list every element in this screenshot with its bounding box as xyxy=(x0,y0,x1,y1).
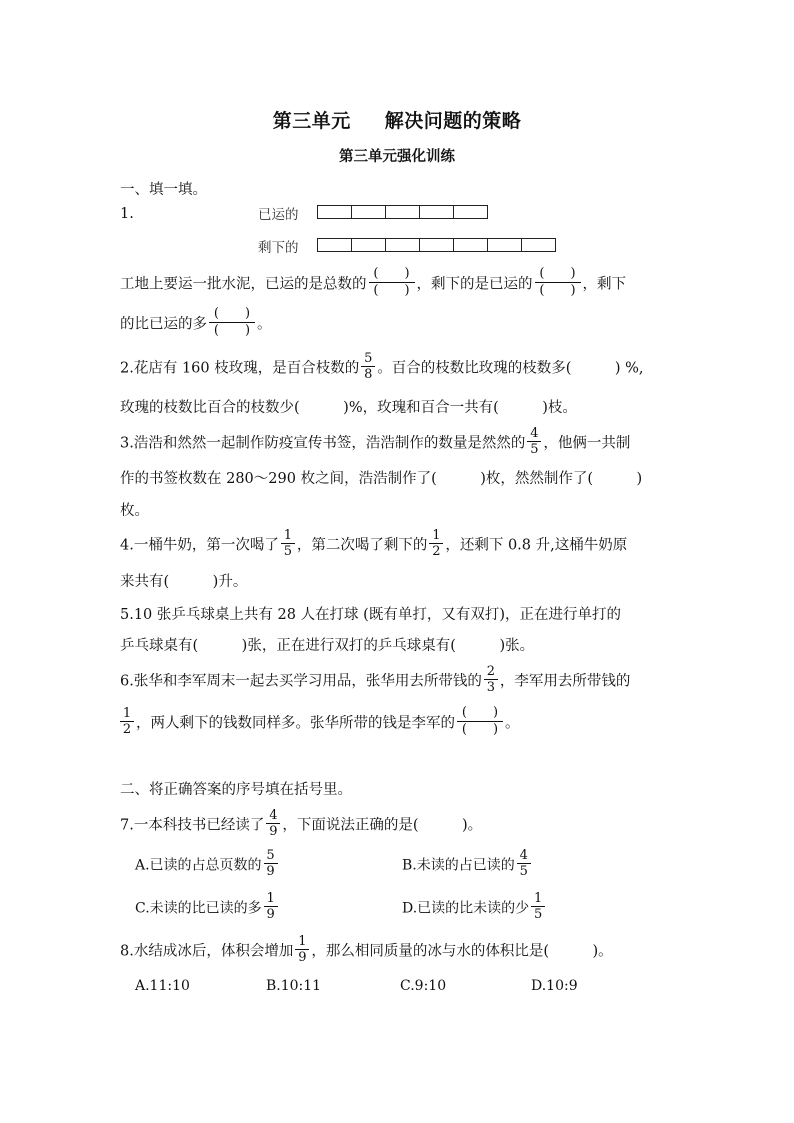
bar-shipped xyxy=(318,205,488,219)
q6-text: ，两人剩下的钱数同样多。张华所带的钱是李军的 xyxy=(136,715,455,732)
fraction: $\frac{1}{2}$ xyxy=(120,706,134,737)
title-topic: 解决问题的策略 xyxy=(384,110,522,132)
q7-option-b[interactable]: B.未读的占已读的 $\frac{4}{5}$ xyxy=(402,850,533,881)
q4-line-1 xyxy=(120,530,627,561)
bar-cell xyxy=(419,205,454,219)
answer-fraction-blank[interactable]: $\frac{( )}{( )}$ xyxy=(457,705,503,738)
bar-cell xyxy=(385,205,420,219)
q2-line-1 xyxy=(120,353,644,384)
title-unit: 第三单元 xyxy=(272,110,351,132)
q2-line-2: 玫瑰的枝数比百合的枝数少( )%，玫瑰和百合一共有( )枝。 xyxy=(120,400,577,416)
q1-text: 的比已运的多 xyxy=(120,316,207,333)
fraction: $\frac{1}{5}$ xyxy=(281,528,295,559)
q6-line-2 xyxy=(120,707,520,740)
q8-option-c[interactable]: C.9:10 xyxy=(400,978,447,994)
fraction: $\frac{4}{5}$ xyxy=(517,848,531,879)
q1-line-2 xyxy=(120,308,272,341)
q1-number: 1. xyxy=(120,206,134,222)
bar-cell xyxy=(453,238,488,252)
q8-option-a[interactable]: A.11:10 xyxy=(135,978,190,994)
q7-text: 7.一本科技书已经读了 xyxy=(120,817,265,834)
bar-cell xyxy=(453,205,488,219)
bar-cell xyxy=(419,238,454,252)
q7-option-d[interactable]: D.已读的比未读的少 $\frac{1}{5}$ xyxy=(402,893,547,924)
q7-line-1 xyxy=(120,810,482,841)
q3-text: ，他俩一共制 xyxy=(543,435,631,452)
q6-line-1 xyxy=(120,666,630,697)
q7-text: ，下面说法正确的是( )。 xyxy=(282,817,483,834)
fraction: $\frac{1}{5}$ xyxy=(531,891,545,922)
q2-text: 2.花店有 160 枝玫瑰，是百合枝数的 xyxy=(120,360,360,377)
bar-cell xyxy=(385,238,420,252)
q4-line-2: 来共有( )升。 xyxy=(120,574,248,590)
fraction: $\frac{1}{2}$ xyxy=(429,528,443,559)
q8-line-1 xyxy=(120,936,613,967)
q2-text: 。百合的枝数比玫瑰的枝数多( ) %, xyxy=(377,360,644,377)
fraction: $\frac{4}{9}$ xyxy=(266,808,280,839)
answer-fraction-blank[interactable]: $\frac{( )}{( )}$ xyxy=(209,306,255,339)
fraction: $\frac{2}{3}$ xyxy=(484,664,498,695)
fraction: $\frac{5}{8}$ xyxy=(361,351,375,382)
q6-text: 。 xyxy=(505,715,520,732)
q8-option-b[interactable]: B.10:11 xyxy=(266,978,322,994)
q3-line-2: 作的书签枚数在 280～290 枚之间，浩浩制作了( )枚，然然制作了( ) xyxy=(120,471,643,487)
page-title xyxy=(0,106,794,133)
bar-cell xyxy=(317,238,352,252)
q4-text: ，还剩下 0.8 升,这桶牛奶原 xyxy=(445,537,628,554)
fraction: $\frac{1}{9}$ xyxy=(295,934,309,965)
q8-option-d[interactable]: D.10:9 xyxy=(531,978,578,994)
q6-text: ，李军用去所带钱的 xyxy=(499,673,631,690)
fraction: $\frac{5}{9}$ xyxy=(264,848,278,879)
q5-line-1: 5.10 张乒乓球桌上共有 28 人在打球 (既有单打，又有双打)，正在进行单打的 xyxy=(120,607,621,623)
q4-text: ，第二次喝了剩下的 xyxy=(296,537,428,554)
bar-label-shipped: 已运的 xyxy=(258,207,299,223)
answer-fraction-blank[interactable]: $\frac{( )}{( )}$ xyxy=(369,266,415,299)
q7-option-c[interactable]: C.未读的比已读的多 $\frac{1}{9}$ xyxy=(135,893,280,924)
q7-option-a[interactable]: A.已读的占总页数的 $\frac{5}{9}$ xyxy=(135,850,280,881)
fraction: $\frac{1}{9}$ xyxy=(264,891,278,922)
q3-line-3: 枚。 xyxy=(120,503,149,519)
section-1-heading: 一、填一填。 xyxy=(120,182,207,198)
answer-fraction-blank[interactable]: $\frac{( )}{( )}$ xyxy=(535,266,581,299)
q5-line-2: 乒乓球桌有( )张，正在进行双打的乒乓球桌有( )张。 xyxy=(120,638,535,654)
q1-line-1 xyxy=(120,268,626,301)
section-2-heading: 二、将正确答案的序号填在括号里。 xyxy=(120,782,352,798)
q1-text: ，剩下 xyxy=(582,276,626,293)
q8-text: ，那么相同质量的冰与水的体积比是( )。 xyxy=(311,943,613,960)
bar-remaining xyxy=(318,238,556,252)
bar-label-remaining: 剩下的 xyxy=(258,240,299,256)
q3-text: 3.浩浩和然然一起制作防疫宣传书签，浩浩制作的数量是然然的 xyxy=(120,435,526,452)
q1-text: 工地上要运一批水泥，已运的是总数的 xyxy=(120,276,367,293)
bar-cell xyxy=(351,205,386,219)
q1-text: 。 xyxy=(257,316,272,333)
bar-cell xyxy=(487,238,522,252)
bar-cell xyxy=(521,238,556,252)
bar-cell xyxy=(351,238,386,252)
q4-text: 4.一桶牛奶，第一次喝了 xyxy=(120,537,279,554)
q1-text: ，剩下的是已运的 xyxy=(416,276,533,293)
page-subtitle: 第三单元强化训练 xyxy=(339,148,455,165)
fraction: $\frac{4}{5}$ xyxy=(527,426,541,457)
bar-cell xyxy=(317,205,352,219)
q3-line-1 xyxy=(120,428,630,459)
q6-text: 6.张华和李军周末一起去买学习用品，张华用去所带钱的 xyxy=(120,673,482,690)
q8-text: 8.水结成冰后，体积会增加 xyxy=(120,943,294,960)
